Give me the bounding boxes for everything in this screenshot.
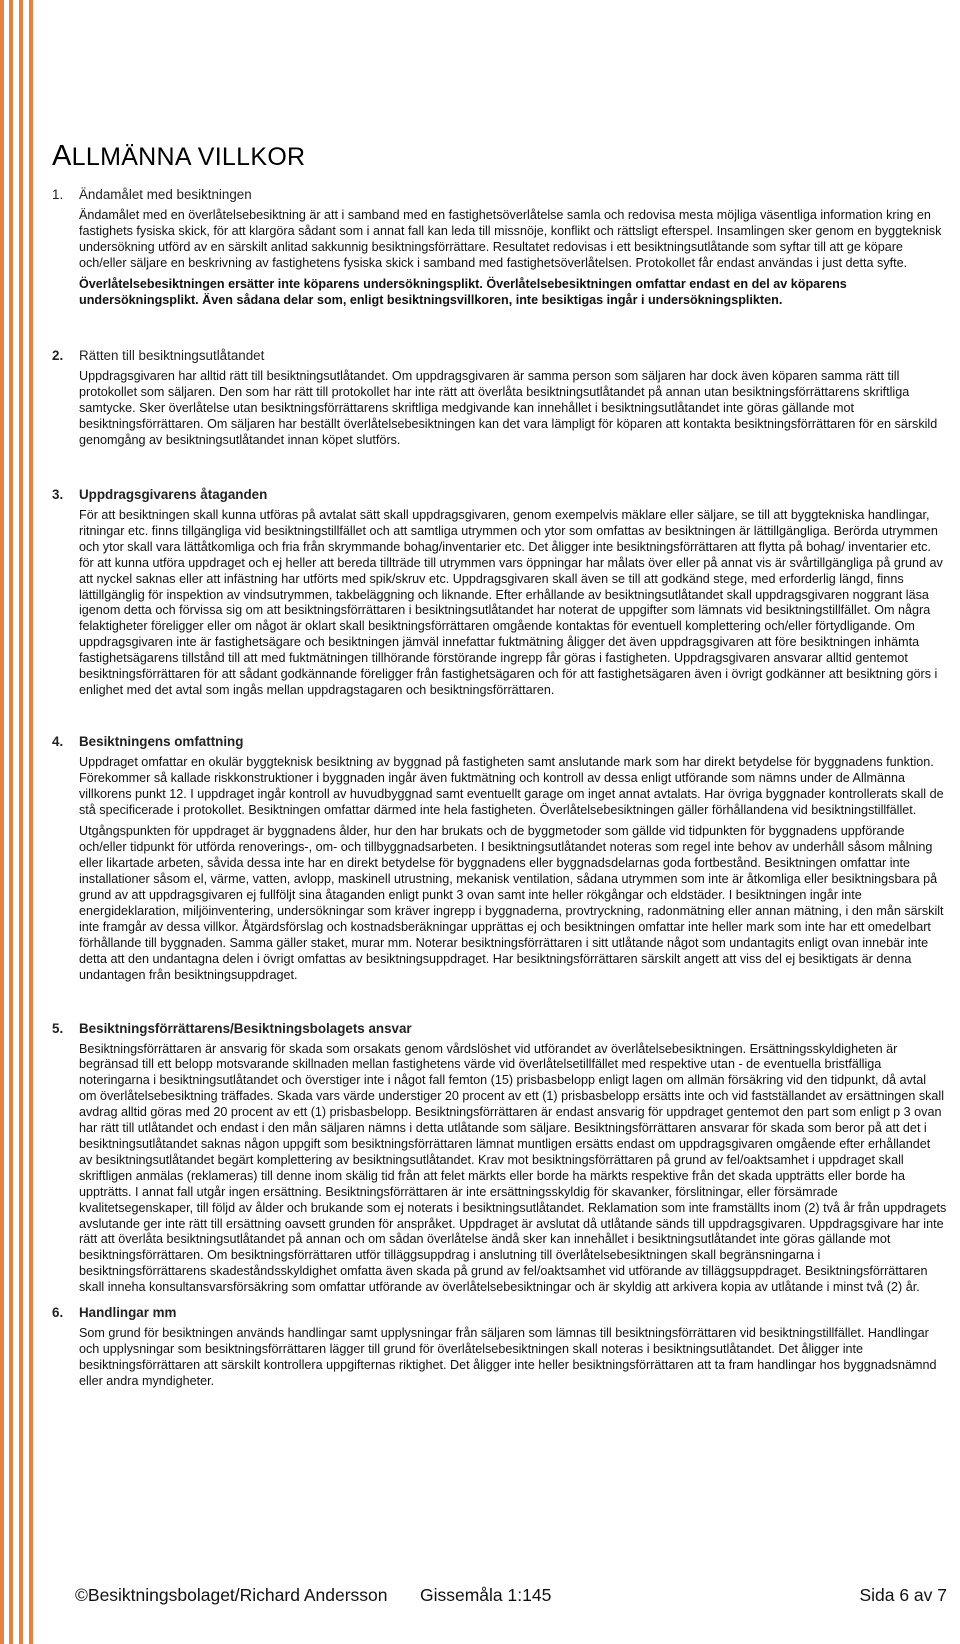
section-paragraph: Uppdraget omfattar en okulär byggteknisk besiktning av byggnad på fastigheten samt anslutande mark som har direkt betydelse för byggnadens funktion. Förekommer så kallade riskkonstruktioner i byggnaden ingår även fuktmätning och kontroll av dessa enligt utförande som nämns under de Allmänna villkorens punkt 12. I uppdraget ingår kontroll av huvudbyggnad samt eventuellt garage om inget annat avtalats. Har övriga byggnader kontrollerats skall de stå specificerade i protokollet. Besiktningen omfattar därmed inte hela fastigheten. Överlåtelsebesiktningen gäller förhållandena vid besiktningstillfället.: [79, 754, 944, 817]
section-body: [79, 208, 947, 308]
section-title: Handlingar mm: [79, 1305, 177, 1321]
section-scope: [52, 733, 947, 984]
section-body: [79, 369, 947, 449]
footer-page-number: Sida 6 av 7: [859, 1585, 947, 1605]
section-paragraph-emphasis: Överlåtelsebesiktningen ersätter inte köparens undersökningsplikt. Överlåtelsebesiktningen omfattar endast en del av köparens undersökningsplikt. Även sådana delar som, enligt besiktningsvillkoren, inte besiktigas ingår i undersökningsplikten.: [79, 276, 847, 307]
section-liability: [52, 1020, 947, 1297]
section-heading: [52, 1020, 947, 1037]
section-paragraph: För att besiktningen skall kunna utföras på avtalat sätt skall uppdragsgivaren, genom exempelvis mäklare eller säljare, se till att byggtekniska handlingar, ritningar etc. finns tillgängliga vid besiktningstillfället och att samtliga utrymmen och ytor som omfattas av besiktningen är lättillgängliga. Berörda utrymmen och ytor skall vara lättåtkomliga och fria från skrymmande bohag/inventarier etc. Det åligger inte besiktningsförrättaren att flytta på bohag/ inventarier etc. för att kunna utföra uppdraget och ej heller att bereda tillträde till utrymmen vars öppningar har målats över eller på annat vis är svårtillgängliga på grund av att nyckel saknas eller att infästning har utförts med spik/skruv etc. Uppdragsgivaren skall även se till att godkänd stege, med erforderlig längd, finns lättillgänglig för inspektion av vindsutrymmen, takbeläggning och liknande. Efter erhållande av besiktningsutlåtandet skall uppdragsgivaren noggrant läsa igenom detta och förvissa sig om att besiktningsförrättaren i besiktningsutlåtandet har noterat de uppgifter som lämnats vid besiktningstillfället. Om några felaktigheter föreligger eller om något är oklart skall besiktningsförrättaren omgående kontaktas för eventuell komplettering och/eller förtydligande. Om uppdragsgivaren inte är fastighetsägare och besiktningen jämväl innefattar fuktmätning åligger det även uppdragsgivaren att före besiktningen inhämta fastighetsägarens tillstånd till att med fuktmätningen tillhörande förstörande ingrepp får göras i fastigheten. Uppdragsgivaren ansvarar alltid gentemot besiktningsförrättaren för att sådant godkännande föreligger från fastighetsägaren och för att fastighetsägaren även i övrigt godkänner att besiktning görs i enlighet med det avtal som ingås mellan uppdragstagaren och besiktningsförrättaren.: [79, 507, 943, 697]
section-number: 1.: [52, 187, 64, 202]
margin-stripe-1: [0, 0, 4, 1644]
section-title: Besiktningsförrättarens/Besiktningsbolagets ansvar: [79, 1020, 412, 1036]
footer-property: Gissemåla 1:145: [420, 1585, 552, 1605]
section-paragraph: Uppdragsgivaren har alltid rätt till besiktningsutlåtandet. Om uppdragsgivaren är samma person som säljaren har dock även köparen samma rätt till protokollet som säljaren. Den som har rätt till protokollet har inte rätt att överlåta besiktningsutlåtandet på annan utan besiktningsförrättarens skriftliga samtycke. Sker överlåtelse utan besiktningsförrättarens skriftliga medgivande kan innehållet i besiktningsutlåtandet inte göras gällande mot besiktningsförrättaren. Om säljaren har beställt överlåtelsebesiktningen kan det vara lämpligt för köparen att kontakta besiktningsförrättaren för en särskild genomgång av besiktningsutlåtandet innan köpet slutförs.: [79, 369, 938, 448]
margin-stripe-3: [19, 0, 23, 1644]
section-title: Uppdragsgivarens åtaganden: [79, 486, 268, 502]
page-footer: [75, 1585, 947, 1606]
page-title-rest: LLMÄNNA VILLKOR: [71, 143, 306, 171]
section-purpose: [52, 186, 947, 308]
section-heading: [52, 1304, 947, 1321]
margin-stripe-2: [9, 0, 13, 1644]
section-number: 5.: [52, 1020, 64, 1036]
section-number: 3.: [52, 486, 64, 502]
section-documents: [52, 1304, 947, 1390]
margin-stripe-4: [29, 0, 33, 1644]
section-heading: [52, 347, 947, 364]
section-heading: [52, 733, 947, 750]
page-title-initial: A: [52, 140, 72, 172]
section-number: 4.: [52, 733, 64, 749]
section-body: [79, 1042, 947, 1297]
section-paragraph: Besiktningsförrättaren är ansvarig för skada som orsakats genom vårdslöshet vid utförandet av överlåtelsebesiktningen. Ersättningsskyldigheten är begränsad till ett belopp motsvarande skillnaden mellan fastighetens värde vid överlåtelsetillfället med respektive utan - de eventuella bristfälliga noteringarna i besiktningsutlåtandet och överstiger inte i något fall femton (15) prisbasbelopp enligt lagen om allmän försäkring vid den tidpunkt, då avtal om överlåtelsebesiktning träffades. Skada vars värde understiger 20 procent av ett (1) prisbasbelopp ersätts inte och vid fastställandet av ersättningen skall avdrag alltid göras med 20 procent av ett (1) prisbasbelopp. Besiktningsförrättaren är endast ansvarig för uppdraget gentemot den part som enligt p 3 ovan har rätt till utlåtandet och endast i den mån säljaren nämns i detta utlåtande som säljare. Besiktningsförrättaren ansvarar för skada som beror på att det i besiktningsutlåtandet saknas någon uppgift som besiktningsförrättaren lämnat muntligen ersätts endast om uppdragsgivaren omgående efter erhållandet av besiktningsutlåtandet begärt komplettering av besiktningsutlåtandet. Krav mot besiktningsförrättaren på grund av fel/oaktsamhet i uppdraget skall skriftligen anmälas (reklameras) till denne inom skälig tid från att felet märkts eller borde ha märkts respektive från det skada uppträtts eller borde ha uppträtts. I annat fall utgår ingen ersättning. Besiktningsförrättaren är inte ersättningsskyldig för skavanker, förslitningar, eller försämrade kvalitetsegenskaper, till följd av ålder och brukande som ej noterats i besiktningsutlåtandet. Reklamation som inte framställts inom (2) två år från uppdragets avslutande ger inte rätt till ersättning oavsett grunden för anspråket. Uppdraget är avslutat då utlåtande sänds till uppdragsgivaren. Uppdragsgivare har inte rätt att överlåta besiktningsutlåtandet på annan och om sådan överlåtelse ändå sker kan innehållet i besiktningsutlåtandet inte göras gällande mot besiktningsförrättaren. Om besiktningsförrättaren utför tilläggsuppdrag i anslutning till överlåtelsebesiktningen skall begränsningarna i besiktningsförrättarens skadeståndsskyldighet omfatta även skada på grund av fel/oaktsamhet vid utförande av tilläggsuppdraget. Besiktningsförrättaren skall inneha konsultansvarsförsäkring som omfattar utförande av överlåtelsebesiktningar och är skyldig att arkivera kopia av utlåtande i minst två (2) år.: [79, 1041, 947, 1295]
section-paragraph: Ändamålet med en överlåtelsebesiktning är att i samband med en fastighetsöverlåtelse samla och redovisa mesta möjliga väsentliga information kring en fastighets fysiska skick, för att klargöra sådant som i annat fall kan leda till missnöje, konflikt och rättsligt efterspel. Insamlingen sker genom en byggteknisk undersökning utförd av en särskilt anlitad sakkunnig besiktningsförrättare. Resultatet redovisas i ett besiktningsutlåtande som syftar till att ge köpare och/eller säljare en beskrivning av fastighetens fysiska skick i samband med fastighetsöverlåtelsen. Protokollet får endast användas i just detta syfte.: [79, 208, 942, 270]
section-heading: [52, 486, 947, 503]
section-body: [79, 755, 947, 984]
section-body: [79, 1326, 947, 1390]
terms-sections: [52, 186, 947, 1390]
section-paragraph: Som grund för besiktningen används handlingar samt upplysningar från säljaren som lämnas till besiktningsförrättaren vid besiktningstillfället. Handlingar och upplysningar som besiktningsförrättaren lägger till grund för överlåtelsebesiktningen skall noteras i besiktningsutlåtandet. Det åligger inte besiktningsförrättaren att särskilt kontrollera uppgifternas riktighet. Det åligger inte heller besiktningsförrättaren att ta fram handlingar hos byggnadsnämnd eller andra myndigheter.: [79, 1326, 937, 1388]
section-title: Rätten till besiktningsutlåtandet: [79, 348, 265, 364]
section-client-obligations: [52, 486, 947, 699]
section-title: Ändamålet med besiktningen: [79, 187, 252, 202]
page-title: [52, 140, 305, 173]
section-number: 6.: [52, 1305, 64, 1321]
section-paragraph: Utgångspunkten för uppdraget är byggnadens ålder, hur den har brukats och de byggmetoder som gällde vid tidpunkten för byggnadens uppförande och/eller tidpunkt för utförda renoverings-, om- och tillbyggnadsarbeten. I besiktningsutlåtandet noteras som regel inte behov av underhåll såsom målning eller likartade arbeten, såvida dessa inte har en direkt betydelse för byggnadens eller byggnadsdelarnas goda fortbestånd. Besiktningen omfattar inte installationer såsom el, värme, vatten, avlopp, maskinell utrustning, mekanisk ventilation, sådana utrymmen som inte är åtkomliga eller besiktningsbara på grund av att uppdragsgivaren ej fullföljt sina åtaganden enligt punkt 3 ovan samt inte heller rökgångar och eldstäder. I besiktningen ingår inte energideklaration, miljöinventering, undersökningar som kräver ingrepp i byggnaderna, provtryckning, radonmätning eller annan mätning, i den mån särskilt inte framgår av dessa villkor. Åtgärdsförslag och kostnadsberäkningar upprättas ej och besiktningen omfattar inte heller mark som inte har ett omedelbart förhållande till byggnaden. Samma gäller staket, murar mm. Noterar besiktningsförrättaren i sitt utlåtande något som undantagits enligt ovan innebär inte detta att den undantagna delen i övrigt omfattas av besiktningsuppdraget. Har besiktningsförrättaren särskilt angett att viss del ej besiktigats är denna undantagen från besiktningsuppdraget.: [79, 824, 944, 982]
section-body: [79, 508, 947, 699]
section-number: 2.: [52, 348, 64, 364]
section-title: Besiktningens omfattning: [79, 733, 244, 749]
section-heading: [52, 186, 947, 203]
footer-company: ©Besiktningsbolaget/Richard Andersson: [75, 1585, 388, 1605]
section-report-rights: [52, 347, 947, 449]
